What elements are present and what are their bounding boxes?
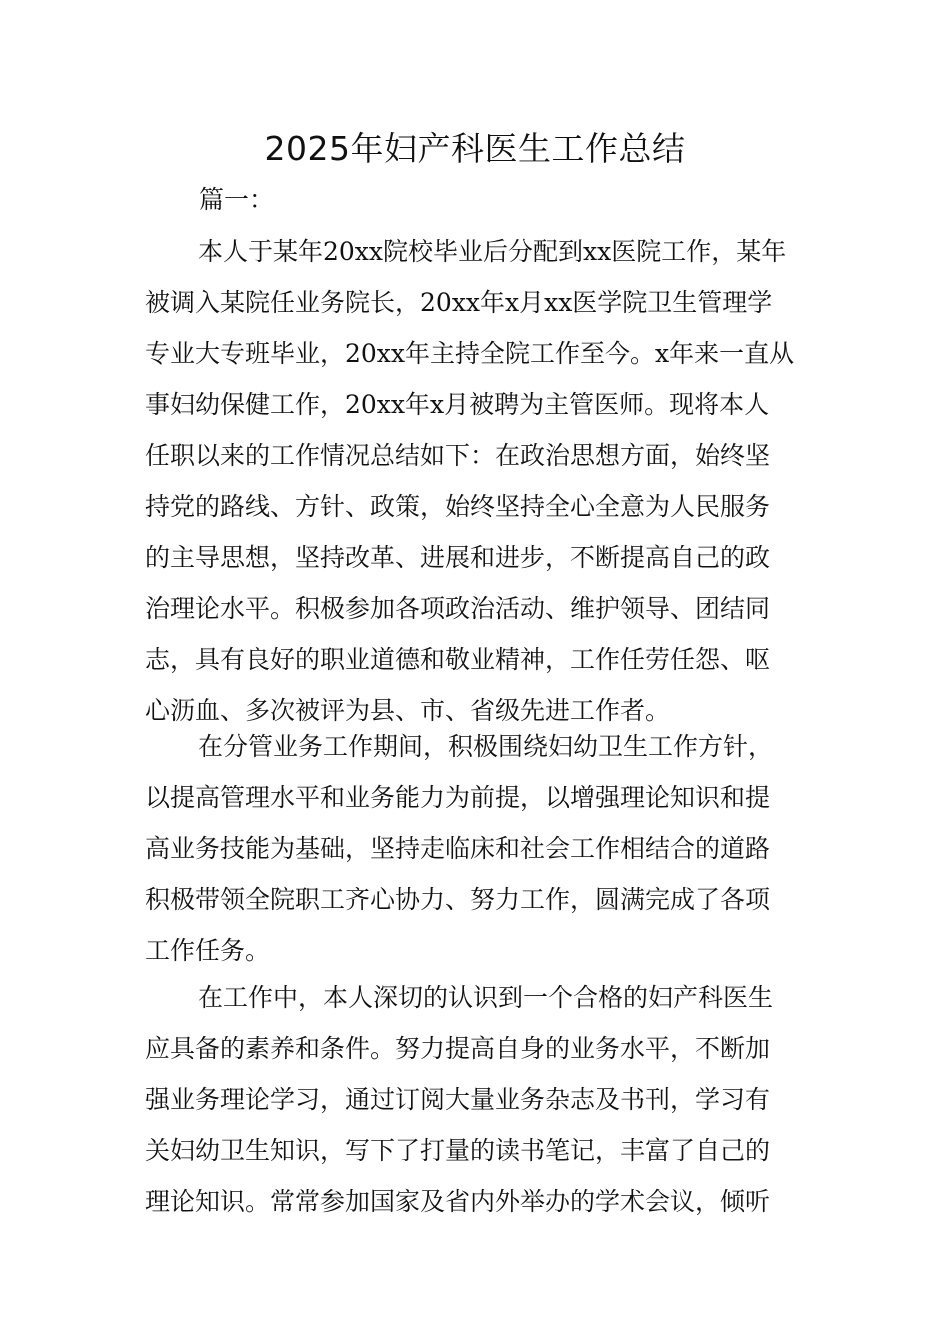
paragraph-line: 工作任务。 <box>145 936 271 965</box>
paragraph-line: 事妇幼保健工作，20xx年x月被聘为主管医师。现将本人 <box>145 390 770 419</box>
paragraph-line: 被调入某院任业务院长，20xx年x月xx医学院卫生管理学 <box>145 288 773 317</box>
paragraph <box>145 972 810 1227</box>
paragraph-line: 在分管业务工作期间，积极围绕妇幼卫生工作方针， <box>198 732 774 761</box>
paragraph-line: 的主导思想，坚持改革、进展和进步，不断提高自己的政 <box>145 543 771 572</box>
paragraph-line: 心沥血、多次被评为县、市、省级先进工作者。 <box>145 696 671 725</box>
paragraph-line: 治理论水平。积极参加各项政治活动、维护领导、团结同 <box>145 594 771 623</box>
paragraph-line: 强业务理论学习，通过订阅大量业务杂志及书刊，学习有 <box>145 1085 771 1114</box>
paragraph-line: 理论知识。常常参加国家及省内外举办的学术会议，倾听 <box>145 1187 771 1216</box>
paragraph-line: 高业务技能为基础，坚持走临床和社会工作相结合的道路 <box>145 834 771 863</box>
section-label: 篇一： <box>199 185 275 214</box>
paragraph-line: 应具备的素养和条件。努力提高自身的业务水平，不断加 <box>145 1034 771 1063</box>
paragraph-line: 积极带领全院职工齐心协力、努力工作，圆满完成了各项 <box>145 885 771 914</box>
document-title: 2025年妇产科医生工作总结 <box>264 129 686 168</box>
paragraph-line: 关妇幼卫生知识，写下了打量的读书笔记，丰富了自己的 <box>145 1136 771 1165</box>
paragraph-line: 在工作中，本人深切的认识到一个合格的妇产科医生 <box>198 983 774 1012</box>
paragraph-line: 本人于某年20xx院校毕业后分配到xx医院工作，某年 <box>198 237 787 266</box>
paragraph <box>145 226 810 736</box>
paragraph-line: 持党的路线、方针、政策，始终坚持全心全意为人民服务 <box>145 492 771 521</box>
paragraph-line: 以提高管理水平和业务能力为前提，以增强理论知识和提 <box>145 783 771 812</box>
paragraph-line: 专业大专班毕业，20xx年主持全院工作至今。x年来一直从 <box>145 339 795 368</box>
paragraph-line: 志，具有良好的职业道德和敬业精神，工作任劳任怨、呕 <box>145 645 771 674</box>
paragraph <box>145 721 810 976</box>
paragraph-line: 任职以来的工作情况总结如下：在政治思想方面，始终坚 <box>145 441 771 470</box>
